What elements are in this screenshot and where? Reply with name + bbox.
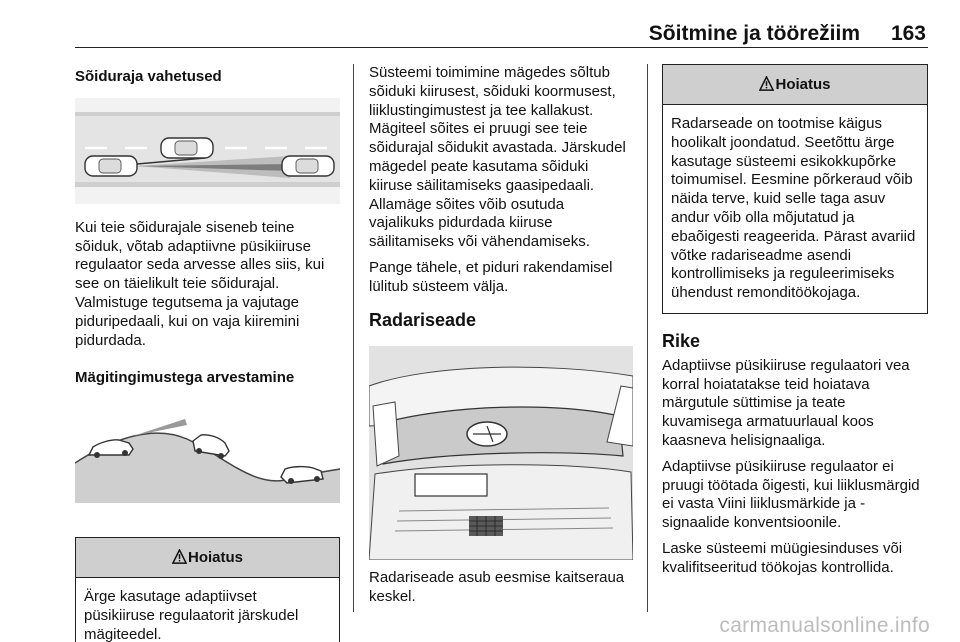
radar-section-title: Radariseade bbox=[369, 309, 477, 330]
brake-note-text: Pange tähele, et piduri rakendamisel lülitub süsteem välja. bbox=[369, 258, 613, 295]
page-header bbox=[75, 0, 928, 48]
lane-change-heading: Sõiduraja vahetused bbox=[75, 68, 222, 85]
header-title: Sõitmine ja töörežiim bbox=[648, 22, 860, 45]
hill-conditions-heading: Mägitingimustega arvestamine bbox=[75, 369, 295, 387]
lane-change-illustration bbox=[75, 98, 340, 204]
radar-caption: Radariseade asub eesmise kaitseraua keskel. bbox=[369, 569, 625, 606]
column-3 bbox=[662, 64, 928, 578]
radar-bumper-illustration bbox=[369, 346, 633, 560]
column-divider bbox=[647, 64, 648, 612]
column-divider bbox=[353, 64, 354, 612]
warning-title: Hoiatus bbox=[187, 549, 243, 567]
warning-text: Radarseade on tootmise käigus hoolikalt joondatud. Seetõttu ärge kasutage süsteemi esikokkupõrke toimumisel. Eesmine põrkeraud võib näida terve, kuid selle taga asuv andur võib olla mõjutatud ja ebaõigesti reageerida. Pärast avariid võtke radariseadme asendi kontrollimiseks ja reguleerimiseks ühendust remonditöökojaga. bbox=[671, 115, 916, 302]
column-1 bbox=[75, 64, 340, 642]
warning-box bbox=[75, 537, 340, 642]
warning-text: Ärge kasutage adaptiivset püsikiiruse regulaatorit järskudel mägiteedel. bbox=[84, 588, 299, 642]
fault-section-title: Rike bbox=[662, 330, 701, 351]
warning-header bbox=[663, 65, 927, 105]
warning-header bbox=[76, 538, 339, 578]
watermark: carmanualsonline.info bbox=[719, 614, 930, 637]
fault-text-2: Adaptiivse püsikiiruse regulaator ei pruugi töötada õigesti, kui liiklusmärgid ei vasta Viini liiklusmärkide ja -signaalide konventsioonile. bbox=[662, 457, 920, 532]
hill-operation-text: Süsteemi toimimine mägedes sõltub sõiduki kiirusest, sõiduki koormusest, liiklustingimustest ja tee kallakust. Mägiteel sõites ei pruugi see teie sõidurajal sõidukit avastada. Järskudel mägedel peate kasutama sõiduki kiiruse säilitamiseks gaasipedaali. Allamäge sõites võib osutuda vajalikuks pidurdada kiiruse säilitamiseks või vähendamiseks. bbox=[369, 64, 626, 251]
warning-triangle-icon bbox=[759, 76, 774, 91]
lane-change-text: Kui teie sõidurajale siseneb teine sõiduk, võtab adaptiivne püsikiiruse regulaator seda arvesse alles siis, kui see on täielikult teie sõidurajal. Valmistuge tegutsema ja vajutage piduripedaali, kui on vaja kiiremini pidurdada. bbox=[75, 218, 325, 349]
warning-box bbox=[662, 64, 928, 314]
column-2 bbox=[369, 64, 633, 607]
fault-text-1: Adaptiivse püsikiiruse regulaatori vea korral hoiatatakse teid hoiatava märgutule süttimise ja teate kuvamisega armatuurlaual koos kaasneva helisignaaliga. bbox=[662, 356, 910, 449]
fault-text-3: Laske süsteemi müügiesinduses või kvalifitseeritud töökojas kontrollida. bbox=[662, 539, 903, 576]
warning-title: Hoiatus bbox=[775, 76, 831, 93]
warning-triangle-icon bbox=[172, 549, 187, 564]
hill-driving-illustration bbox=[75, 407, 340, 503]
page-number: 163 bbox=[890, 22, 926, 45]
